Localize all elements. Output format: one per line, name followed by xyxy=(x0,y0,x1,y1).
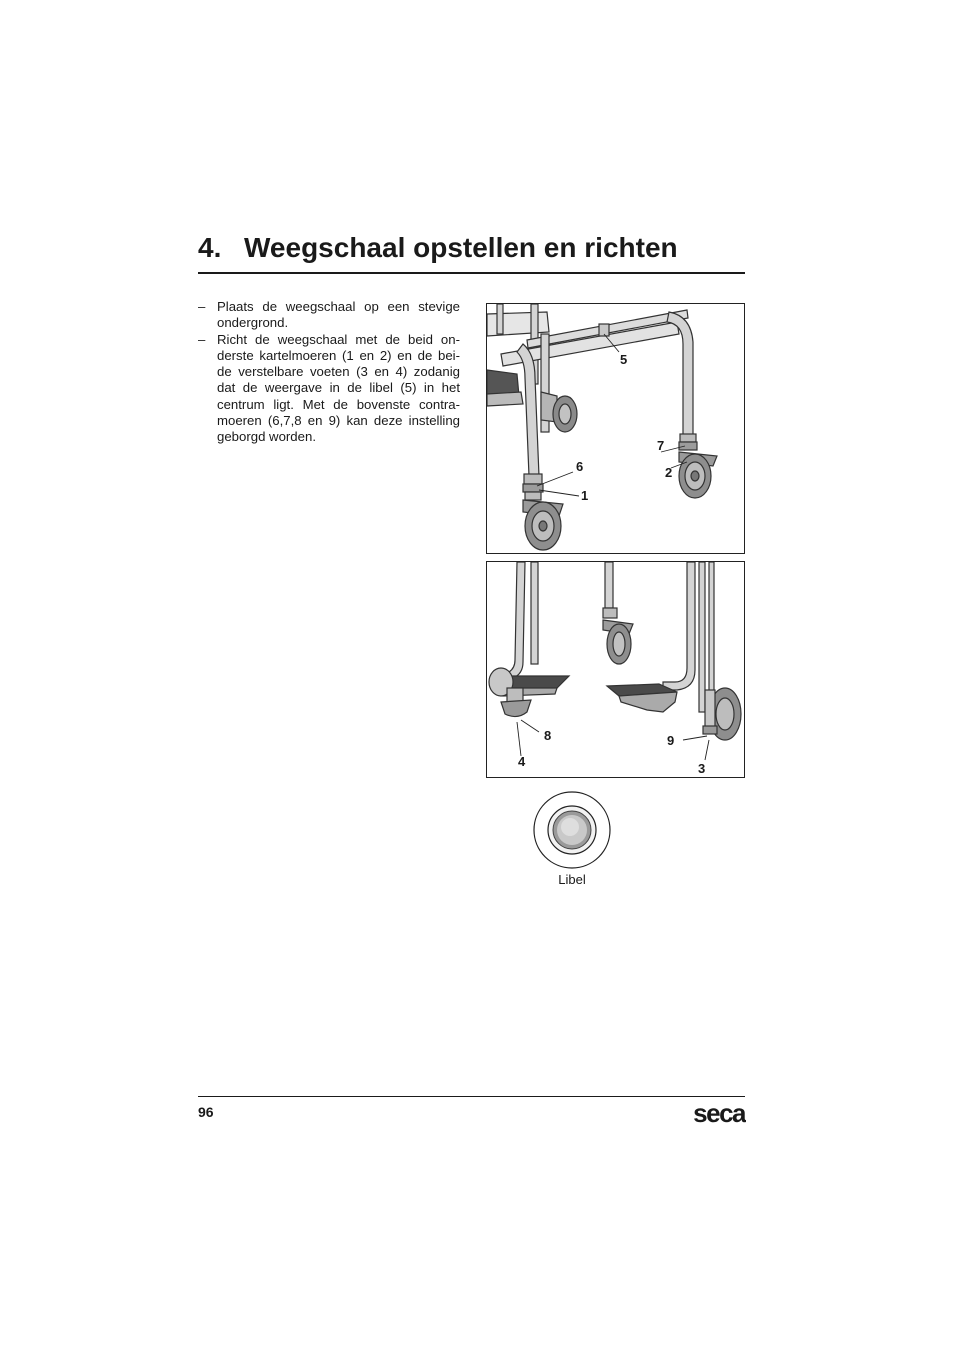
callout-5: 5 xyxy=(620,352,628,367)
list-item xyxy=(198,332,460,446)
seca-logo-text: seca xyxy=(693,1098,745,1126)
instruction-list xyxy=(198,299,460,446)
page-number: 96 xyxy=(198,1104,214,1120)
list-item-text: Plaats de weegschaal op een stevige ondergrond. xyxy=(217,299,460,331)
callout-6: 6 xyxy=(576,459,584,474)
list-bullet: – xyxy=(198,331,206,347)
figure-footrests-feet xyxy=(486,561,745,778)
libel-caption: Libel xyxy=(558,872,586,887)
chair-castors-illustration xyxy=(487,304,744,553)
libel-level-icon xyxy=(532,790,612,870)
footer-rule xyxy=(198,1096,745,1097)
section-title: Weegschaal opstellen en richten xyxy=(244,232,678,263)
callout-4: 4 xyxy=(518,754,526,769)
callout-2: 2 xyxy=(665,465,673,480)
list-item xyxy=(198,299,460,332)
section-number: 4. xyxy=(198,232,222,263)
footrests-feet-illustration xyxy=(487,562,744,777)
callout-8: 8 xyxy=(544,728,552,743)
section-heading xyxy=(198,232,745,274)
figure-chair-castors xyxy=(486,303,745,554)
seca-logo xyxy=(686,1098,746,1126)
callout-1: 1 xyxy=(581,488,589,503)
callout-7: 7 xyxy=(657,438,665,453)
callout-9: 9 xyxy=(667,733,675,748)
callout-3: 3 xyxy=(698,761,706,776)
list-bullet: – xyxy=(198,299,206,314)
list-item-text: Richt de weegschaal met de beid on-derste kartelmoeren (1 en 2) en de bei-de verstelbare voeten (3 en 4) zodanig dat de weergave in de libel (5) in het centrum ligt. Met de bovenste contra-moeren (6,7,8 en 9) kan deze instelling geborgd worden. xyxy=(217,331,460,445)
